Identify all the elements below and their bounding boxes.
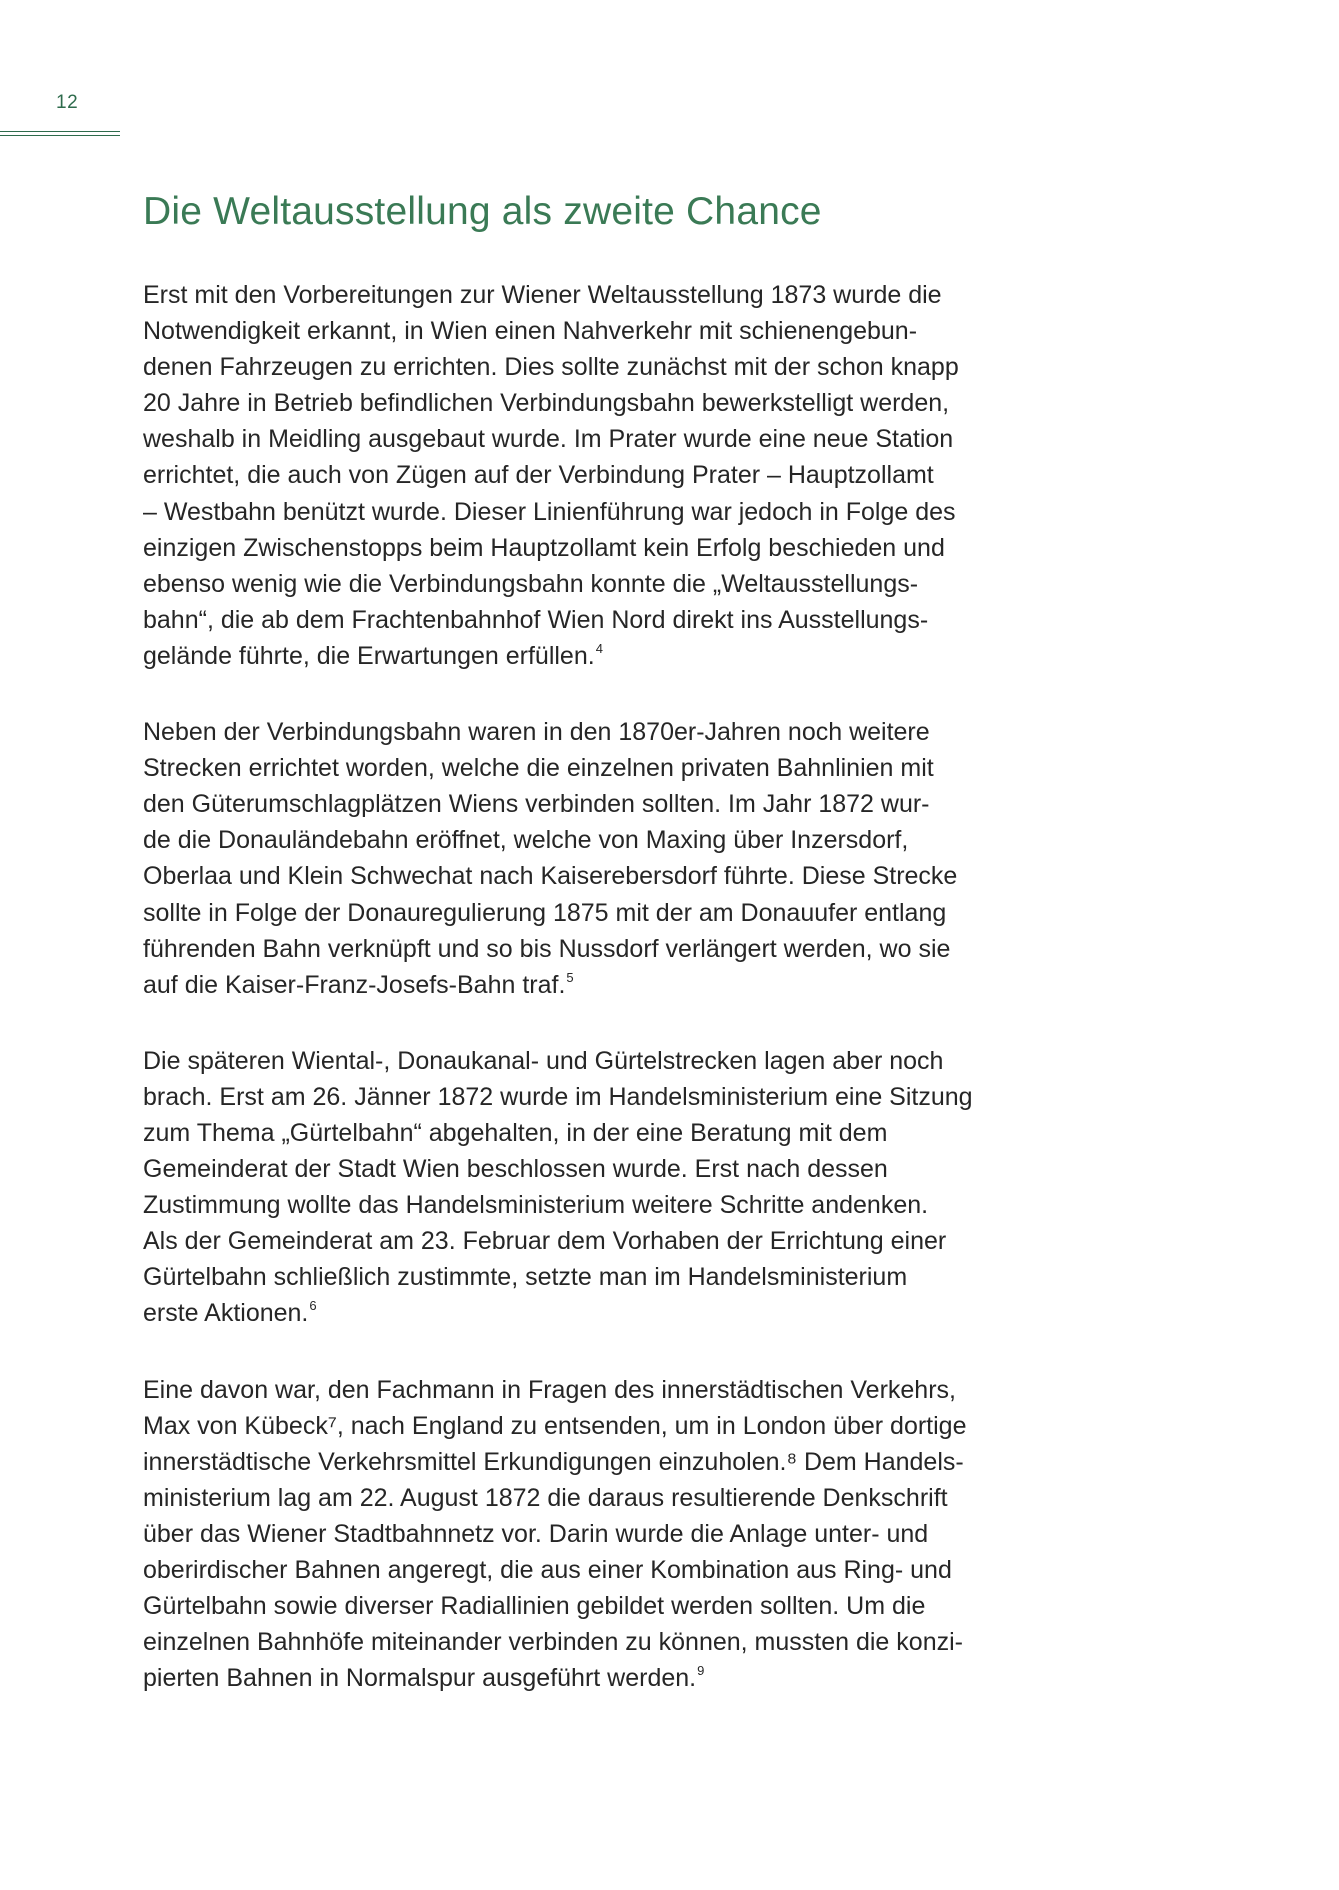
footnote-marker[interactable]: 5 [566, 969, 574, 985]
footnote-marker[interactable]: 6 [309, 1298, 317, 1314]
text-line: ministerium lag am 22. August 1872 die daraus resultierende Denkschrift [143, 1483, 948, 1512]
text-line: sollte in Folge der Donauregulierung 1875 mit der am Donauufer entlang [143, 898, 947, 927]
text-line: 20 Jahre in Betrieb befindlichen Verbindungsbahn bewerkstelligt werden, [143, 389, 950, 418]
text-line: führenden Bahn verknüpft und so bis Nussdorf verlängert werden, wo sie [143, 934, 951, 963]
text-line: denen Fahrzeugen zu errichten. Dies sollte zunächst mit der schon knapp [143, 353, 959, 382]
header-rule-bottom [0, 135, 120, 136]
text-line: oberirdischer Bahnen angeregt, die aus einer Kombination aus Ring- und [143, 1556, 952, 1584]
page-number: 12 [56, 92, 79, 113]
text-line: einzelnen Bahnhöfe miteinander verbinden zu können, mussten die konzi- [143, 1628, 963, 1657]
text-line: zum Thema „Gürtelbahn“ abgehalten, in der eine Beratung mit dem [143, 1118, 888, 1147]
paragraph [143, 1372, 1043, 1701]
text-line: Max von Kübeck⁷, nach England zu entsenden, um in London über dortige [143, 1411, 967, 1440]
text-line: – Westbahn benützt wurde. Dieser Linienführung war jedoch in Folge des [143, 497, 956, 526]
text-line: weshalb in Meidling ausgebaut wurde. Im Prater wurde eine neue Station [143, 425, 954, 454]
text-line: einzigen Zwischenstopps beim Hauptzollamt kein Erfolg beschieden und [143, 533, 945, 562]
text-line: Notwendigkeit erkannt, in Wien einen Nahverkehr mit schienengebun- [143, 317, 918, 346]
footnote-marker[interactable]: 9 [697, 1663, 705, 1679]
text-line: Strecken errichtet worden, welche die einzelnen privaten Bahnlinien mit [143, 754, 934, 783]
text-line: Oberlaa und Klein Schwechat nach Kaiserebersdorf führte. Diese Strecke [143, 862, 958, 891]
text-line: Erst mit den Vorbereitungen zur Wiener Weltausstellung 1873 wurde die [143, 281, 942, 309]
text-line: bahn“, die ab dem Frachtenbahnhof Wien Nord direkt ins Ausstellungs- [143, 605, 929, 634]
text-line: Die späteren Wiental-, Donaukanal- und Gürtelstrecken lagen aber noch [143, 1046, 944, 1075]
text-line: Neben der Verbindungsbahn waren in den 1870er-Jahren noch weitere [143, 718, 930, 747]
text-line: auf die Kaiser-Franz-Josefs-Bahn traf.$^5$ [143, 969, 574, 999]
text-line: den Güterumschlagplätzen Wiens verbinden sollten. Im Jahr 1872 wur- [143, 790, 930, 819]
text-line: erste Aktionen.$^6$ [143, 1298, 317, 1328]
text-line: Als der Gemeinderat am 23. Februar dem Vorhaben der Errichtung einer [143, 1227, 947, 1256]
text-line: errichtet, die auch von Zügen auf der Verbindung Prater – Hauptzollamt [143, 461, 934, 490]
body-text [143, 277, 1043, 1736]
text-line: Zustimmung wollte das Handelsministerium weitere Schritte andenken. [143, 1191, 929, 1220]
text-line: Gürtelbahn schließlich zustimmte, setzte man im Handelsministerium [143, 1263, 908, 1292]
header-rule-top [0, 131, 120, 132]
section-heading: Die Weltausstellung als zweite Chance [143, 190, 822, 233]
paragraph [143, 277, 1043, 678]
text-line: gelände führte, die Erwartungen erfüllen.$^4$ [143, 640, 603, 670]
text-line: Gürtelbahn sowie diverser Radiallinien gebildet werden sollten. Um die [143, 1592, 926, 1621]
text-line: innerstädtische Verkehrsmittel Erkundigungen einzuholen.⁸ Dem Handels- [143, 1447, 964, 1476]
text-line: de die Donauländebahn eröffnet, welche von Maxing über Inzersdorf, [143, 826, 909, 855]
footnote-marker[interactable]: 4 [595, 640, 603, 656]
text-line: Gemeinderat der Stadt Wien beschlossen wurde. Erst nach dessen [143, 1155, 888, 1184]
paragraph [143, 1043, 1043, 1336]
text-line: brach. Erst am 26. Jänner 1872 wurde im Handelsministerium eine Sitzung [143, 1082, 973, 1111]
text-line: über das Wiener Stadtbahnnetz vor. Darin wurde die Anlage unter- und [143, 1519, 929, 1548]
text-line: pierten Bahnen in Normalspur ausgeführt werden.$^9$ [143, 1663, 705, 1693]
text-line: Eine davon war, den Fachmann in Fragen des innerstädtischen Verkehrs, [143, 1375, 956, 1404]
paragraph [143, 714, 1043, 1007]
text-line: ebenso wenig wie die Verbindungsbahn konnte die „Weltausstellungs- [143, 569, 919, 598]
